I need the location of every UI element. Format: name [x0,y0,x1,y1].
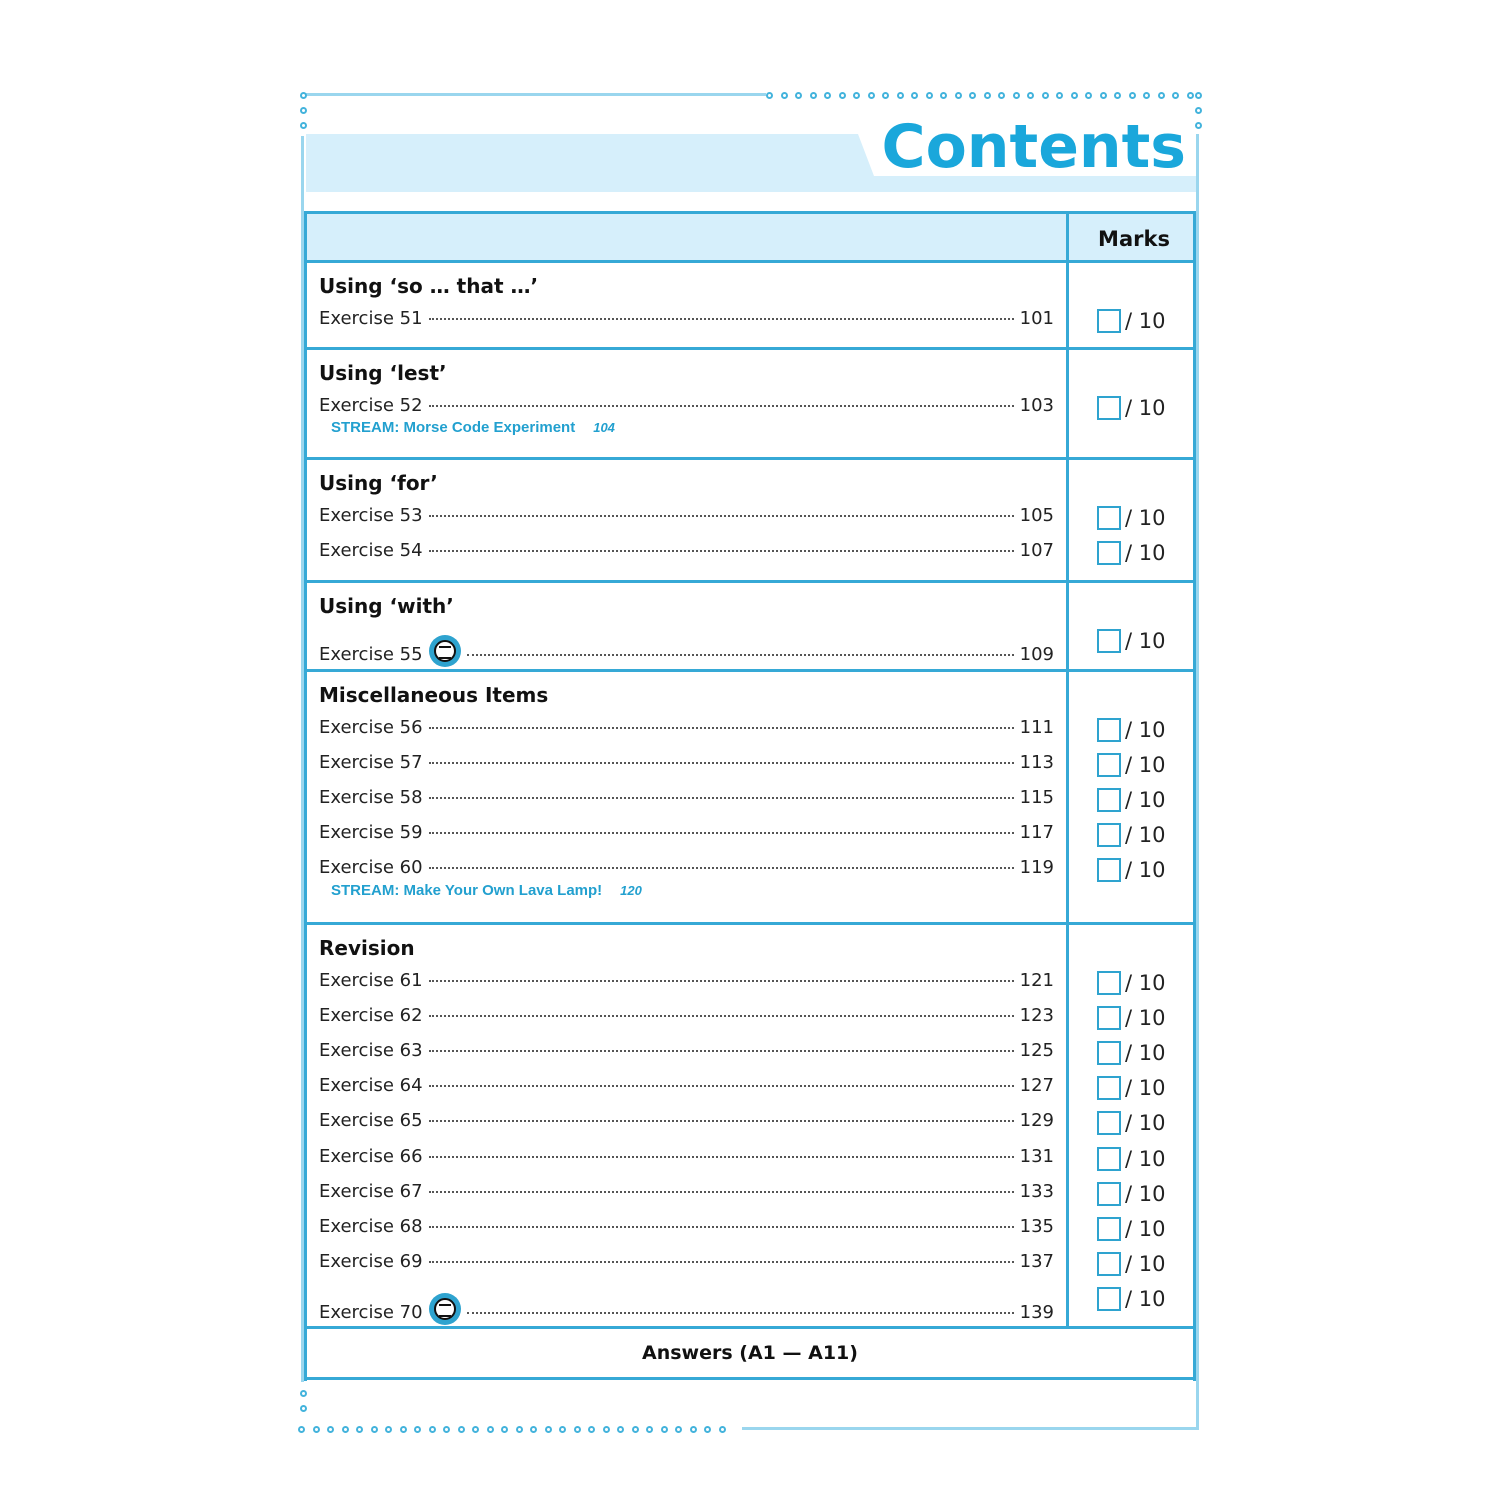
table-bottom-rule [307,1377,1193,1380]
page-number: 109 [1019,644,1054,665]
exercise-label: Exercise 56 [319,717,423,738]
exercise-row[interactable] [319,1040,1054,1070]
mark-entry [1097,393,1165,423]
exercise-label: Exercise 59 [319,822,423,844]
frame-right-top-dots [1191,92,1205,137]
mark-checkbox[interactable] [1097,396,1121,420]
exercise-row[interactable] [319,1251,1054,1281]
mark-checkbox[interactable] [1097,309,1121,333]
frame-bottom-line [742,1427,1198,1430]
mark-checkbox[interactable] [1097,1182,1121,1206]
exercise-row[interactable] [319,752,1054,782]
section-title: Using ‘so … that …’ [319,274,539,298]
mark-entry [1097,1108,1165,1138]
page-number: 111 [1019,717,1054,738]
mark-checkbox[interactable] [1097,1041,1121,1065]
mark-checkbox[interactable] [1097,718,1121,742]
exercise-label: Exercise 69 [319,1250,423,1272]
page-number: 129 [1019,1110,1054,1132]
marks-header-band [307,214,1193,260]
assessment-badge-icon [429,1293,461,1325]
mark-checkbox[interactable] [1097,1006,1121,1030]
exercise-row[interactable] [319,1005,1054,1035]
page-number: 121 [1019,970,1054,991]
exercise-row[interactable] [319,822,1054,852]
mark-checkbox[interactable] [1097,541,1121,565]
page-number: 107 [1019,540,1054,562]
exercise-label: Exercise 55 [319,644,423,665]
mark-entry [1097,855,1165,885]
dot-leader [429,1156,1014,1158]
page-number: 117 [1019,822,1054,844]
exercise-label: Exercise 61 [319,970,423,991]
mark-entry [1097,1249,1165,1279]
mark-total: / 10 [1125,396,1166,420]
page-number: 115 [1019,787,1054,809]
mark-entry [1097,1144,1165,1174]
mark-entry [1097,538,1165,568]
page-number: 137 [1019,1250,1054,1272]
mark-checkbox[interactable] [1097,788,1121,812]
page-number: 101 [1019,308,1054,329]
section-title: Using ‘lest’ [319,361,447,385]
exercise-row[interactable] [319,1110,1054,1140]
mark-total: / 10 [1125,753,1166,778]
exercise-row[interactable] [319,1075,1054,1105]
marks-column-divider [1066,211,1069,1326]
section-title: Miscellaneous Items [319,683,549,707]
mark-checkbox[interactable] [1097,629,1121,653]
dot-leader [429,1015,1014,1017]
dot-leader [429,867,1014,869]
exercise-label: Exercise 64 [319,1075,423,1097]
exercise-label: Exercise 52 [319,395,423,416]
exercise-row[interactable] [319,505,1054,535]
stream-activity[interactable] [331,882,642,899]
mark-entry [1097,626,1165,656]
dot-leader [429,1050,1014,1052]
mark-total: / 10 [1125,1181,1166,1206]
stream-page-number: 104 [593,420,615,436]
dot-leader [429,318,1014,320]
mark-total: / 10 [1125,858,1166,883]
dot-leader [429,1191,1014,1193]
section-rule [307,669,1193,672]
frame-top-dots [766,88,1206,102]
dot-leader [429,832,1014,834]
mark-checkbox[interactable] [1097,1217,1121,1241]
exercise-row[interactable] [319,628,1054,665]
exercise-row[interactable] [319,1181,1054,1211]
dot-leader [429,1120,1014,1122]
section-rule [307,347,1193,350]
mark-entry [1097,1038,1165,1068]
dot-leader [429,762,1014,764]
exercise-row[interactable] [319,787,1054,817]
mark-checkbox[interactable] [1097,1147,1121,1171]
page-number: 119 [1019,857,1054,879]
frame-bottom-dots [298,1422,738,1436]
exercise-label: Exercise 65 [319,1110,423,1132]
mark-total: / 10 [1125,971,1166,995]
dot-leader [429,405,1014,407]
stream-label: STREAM: Morse Code Experiment [331,419,576,437]
mark-entry [1097,1214,1165,1244]
page-number: 105 [1019,505,1054,526]
page-number: 127 [1019,1075,1054,1097]
frame-right-line [1196,134,1199,1430]
contents-table [304,211,1196,1381]
mark-entry [1097,968,1165,998]
page-number: 135 [1019,1215,1054,1237]
mark-total: / 10 [1125,1216,1166,1241]
stream-label: STREAM: Make Your Own Lava Lamp! [331,881,603,899]
page-number: 123 [1019,1005,1054,1027]
dot-leader [429,550,1014,552]
frame-left-top-dots [296,92,310,137]
dot-leader [429,980,1014,982]
section-title: Using ‘with’ [319,594,454,618]
exercise-label: Exercise 62 [319,1005,423,1027]
dot-leader [429,727,1014,729]
frame-top-line [306,93,766,96]
mark-entry [1097,306,1165,336]
mark-checkbox[interactable] [1097,1287,1121,1311]
mark-checkbox[interactable] [1097,858,1121,882]
exercise-row[interactable] [319,540,1054,570]
section-rule [307,922,1193,925]
dot-leader [429,515,1014,517]
mark-total: / 10 [1125,718,1166,742]
mark-total: / 10 [1125,309,1166,333]
section-rule [307,457,1193,460]
mark-entry [1097,503,1165,533]
dot-leader [467,654,1014,656]
table-top-rule [307,211,1193,214]
answers-footer: Answers (A1 — A11) [642,1342,858,1364]
mark-total: / 10 [1125,1251,1166,1276]
assessment-badge-icon [429,635,461,667]
mark-entry [1097,785,1165,815]
exercise-label: Exercise 54 [319,540,423,562]
exercise-row[interactable] [319,970,1054,1000]
exercise-label: Exercise 57 [319,752,423,774]
answers-rule [307,1326,1193,1329]
exercise-label: Exercise 66 [319,1145,423,1167]
mark-total: / 10 [1125,1146,1166,1171]
exercise-row[interactable] [319,717,1054,747]
marks-header: Marks [1098,227,1170,251]
page-number: 113 [1019,752,1054,774]
dot-leader [429,1085,1014,1087]
section-title: Using ‘for’ [319,471,438,495]
mark-total: / 10 [1125,788,1166,813]
section-rule [307,580,1193,583]
mark-checkbox[interactable] [1097,971,1121,995]
page-number: 125 [1019,1040,1054,1062]
mark-checkbox[interactable] [1097,1076,1121,1100]
mark-total: / 10 [1125,1111,1166,1136]
dot-leader [467,1312,1014,1314]
mark-total: / 10 [1125,506,1166,530]
mark-total: / 10 [1125,1286,1166,1311]
mark-entry [1097,750,1165,780]
exercise-label: Exercise 58 [319,787,423,809]
mark-total: / 10 [1125,823,1166,848]
mark-total: / 10 [1125,1041,1166,1066]
mark-entry [1097,715,1165,745]
exercise-label: Exercise 63 [319,1040,423,1062]
mark-total: / 10 [1125,541,1166,566]
mark-checkbox[interactable] [1097,1252,1121,1276]
exercise-label: Exercise 51 [319,308,423,329]
page-number: 139 [1019,1301,1054,1323]
exercise-row[interactable] [319,1286,1054,1323]
page-title: Contents [881,112,1186,182]
mark-entry [1097,1284,1165,1314]
mark-entry [1097,1073,1165,1103]
mark-checkbox[interactable] [1097,823,1121,847]
exercise-row[interactable] [319,1216,1054,1246]
page-number: 133 [1019,1180,1054,1202]
dot-leader [429,1226,1014,1228]
frame-left-bottom-dots [296,1390,310,1420]
exercise-row[interactable] [319,308,1054,338]
dot-leader [429,1261,1014,1263]
mark-total: / 10 [1125,1006,1166,1031]
mark-checkbox[interactable] [1097,1111,1121,1135]
stream-page-number: 120 [620,882,642,898]
page-number: 131 [1019,1145,1054,1167]
mark-checkbox[interactable] [1097,753,1121,777]
mark-entry [1097,1003,1165,1033]
exercise-row[interactable] [319,1146,1054,1176]
mark-total: / 10 [1125,629,1166,653]
exercise-label: Exercise 67 [319,1180,423,1202]
header-rule [307,260,1193,263]
dot-leader [429,797,1014,799]
stream-activity[interactable] [331,419,615,436]
exercise-label: Exercise 68 [319,1215,423,1237]
mark-entry [1097,1179,1165,1209]
mark-checkbox[interactable] [1097,506,1121,530]
exercise-label: Exercise 60 [319,857,423,879]
exercise-label: Exercise 53 [319,505,423,526]
mark-entry [1097,820,1165,850]
exercise-label: Exercise 70 [319,1301,423,1323]
section-title: Revision [319,936,415,960]
mark-total: / 10 [1125,1076,1166,1101]
page-number: 103 [1019,395,1054,416]
